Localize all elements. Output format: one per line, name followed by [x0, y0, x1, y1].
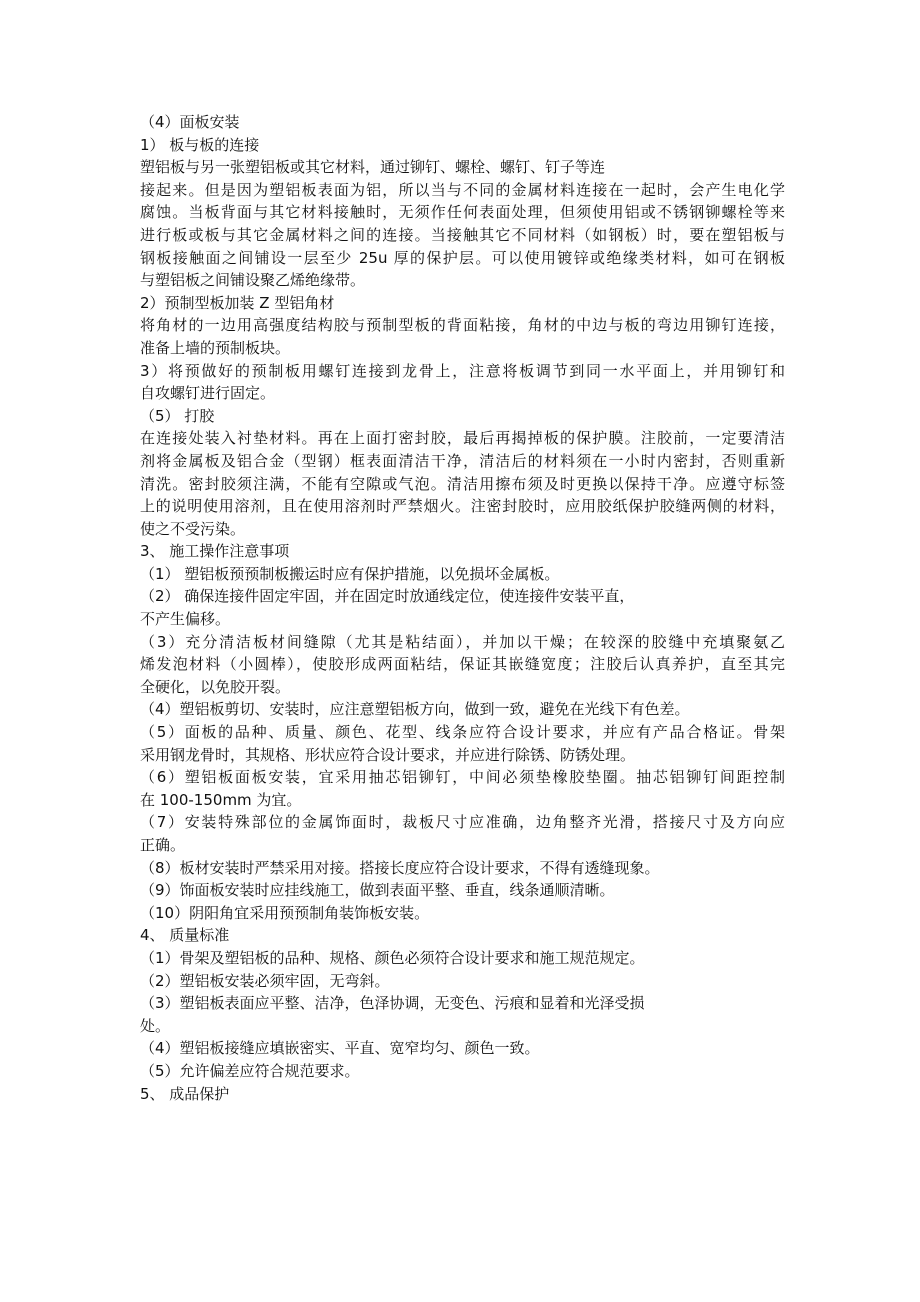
text-line: 在 100-150mm 为宜。: [140, 790, 302, 809]
text-line: 采用钢龙骨时，其规格、形状应符合设计要求，并应进行除锈、防锈处理。: [140, 745, 636, 764]
text-line: （5）面板的品种、质量、颜色、花型、线条应符合设计要求，并应有产品合格证。骨架: [140, 723, 785, 742]
text-line: （6）塑铝板面板安装，宜采用抽芯铝铆钉，中间必须垫橡胶垫圈。抽芯铝铆钉间距控制: [140, 768, 785, 787]
document-body: [140, 111, 785, 1105]
text-line: 在连接处装入衬垫材料。再在上面打密封胶，最后再揭掉板的保护膜。注胶前，一定要清洁: [140, 429, 785, 448]
text-line: 接起来。但是因为塑铝板表面为铝，所以当与不同的金属材料连接在一起时，会产生电化学: [140, 180, 785, 199]
text-line: 将角材的一边用高强度结构胶与预制型板的背面粘接，角材的中边与板的弯边用铆钉连接，: [140, 316, 785, 335]
text-line: 清洗。密封胶须注满，不能有空隙或气泡。清洁用擦布须及时更换以保持干净。应遵守标签: [140, 474, 785, 493]
text-line: （4）面板安装: [140, 113, 240, 131]
text-line: （4）塑铝板接缝应填嵌密实、平直、宽窄均匀、颜色一致。: [140, 1039, 540, 1058]
text-line: （5）允许偏差应符合规范要求。: [140, 1061, 360, 1080]
text-line: （4）塑铝板剪切、安装时，应注意塑铝板方向，做到一致，避免在光线下有色差。: [140, 700, 690, 719]
text-line: （8）板材安装时严禁采用对接。搭接长度应符合设计要求，不得有透缝现象。: [140, 858, 660, 877]
text-line: 塑铝板与另一张塑铝板或其它材料，通过铆钉、螺栓、螺钉、钉子等连: [140, 158, 606, 177]
text-line: 正确。: [140, 836, 186, 854]
text-line: （7）安装特殊部位的金属饰面时，裁板尺寸应准确，边角整齐光滑，搭接尺寸及方向应: [140, 813, 785, 832]
text-line: 5、 成品保护: [140, 1084, 230, 1103]
text-line: 处。: [140, 1016, 171, 1035]
text-line: 全硬化，以免胶开裂。: [140, 677, 291, 696]
text-line: （10）阴阳角宜采用预预制角装饰板安装。: [140, 903, 430, 922]
text-line: 使之不受污染。: [140, 519, 246, 538]
text-line: （3）塑铝板表面应平整、洁净，色泽协调，无变色、污痕和显着和光泽受损: [140, 994, 645, 1013]
text-line: 上的说明使用溶剂，且在使用溶剂时严禁烟火。注密封胶时，应用胶纸保护胶缝两侧的材料，: [140, 497, 785, 516]
text-line: （3）充分清洁板材间缝隙（尤其是粘结面），并加以干燥；在较深的胶缝中充填聚氨乙: [140, 632, 785, 651]
text-line: 腐蚀。当板背面与其它材料接触时，无须作任何表面处理，但须使用铝或不锈钢铆螺栓等来: [140, 203, 785, 222]
text-line: （2）塑铝板安装必须牢固，无弯斜。: [140, 971, 390, 990]
text-line: （2） 确保连接件固定牢固，并在固定时放通线定位，使连接件安装平直，: [140, 587, 635, 606]
text-line: 4、 质量标准: [140, 926, 230, 945]
text-line: （1）骨架及塑铝板的品种、规格、颜色必须符合设计要求和施工规范规定。: [140, 948, 645, 967]
text-line: （1） 塑铝板预预制板搬运时应有保护措施，以免损坏金属板。: [140, 564, 560, 583]
text-line: 与塑铝板之间铺设聚乙烯绝缘带。: [140, 271, 366, 290]
text-line: 3、 施工操作注意事项: [140, 542, 290, 561]
text-line: 2）预制型板加装 Z 型铝角材: [140, 293, 335, 312]
text-line: 不产生偏移。: [140, 610, 231, 629]
text-line: 剂将金属板及铝合金（型钢）框表面清洁干净，清洁后的材料须在一小时内密封，否则重新: [140, 451, 785, 470]
text-line: 自攻螺钉进行固定。: [140, 384, 276, 403]
text-line: 钢板接触面之间铺设一层至少 25u 厚的保护层。可以使用镀锌或绝缘类材料，如可在钢板: [140, 248, 785, 267]
text-line: 进行板或板与其它金属材料之间的连接。当接触其它不同材料（如钢板）时，要在塑铝板与: [140, 225, 785, 244]
text-line: 1） 板与板的连接: [140, 135, 260, 154]
text-line: （5） 打胶: [140, 406, 215, 425]
text-line: 3）将预做好的预制板用螺钉连接到龙骨上，注意将板调节到同一水平面上，并用铆钉和: [140, 361, 785, 380]
text-line: （9）饰面板安装时应挂线施工，做到表面平整、垂直，线条通顺清晰。: [140, 881, 615, 900]
text-line: 烯发泡材料（小圆棒），使胶形成两面粘结，保证其嵌缝宽度；注胶后认真养护，直至其完: [140, 655, 785, 674]
text-line: 准备上墙的预制板块。: [140, 338, 291, 357]
